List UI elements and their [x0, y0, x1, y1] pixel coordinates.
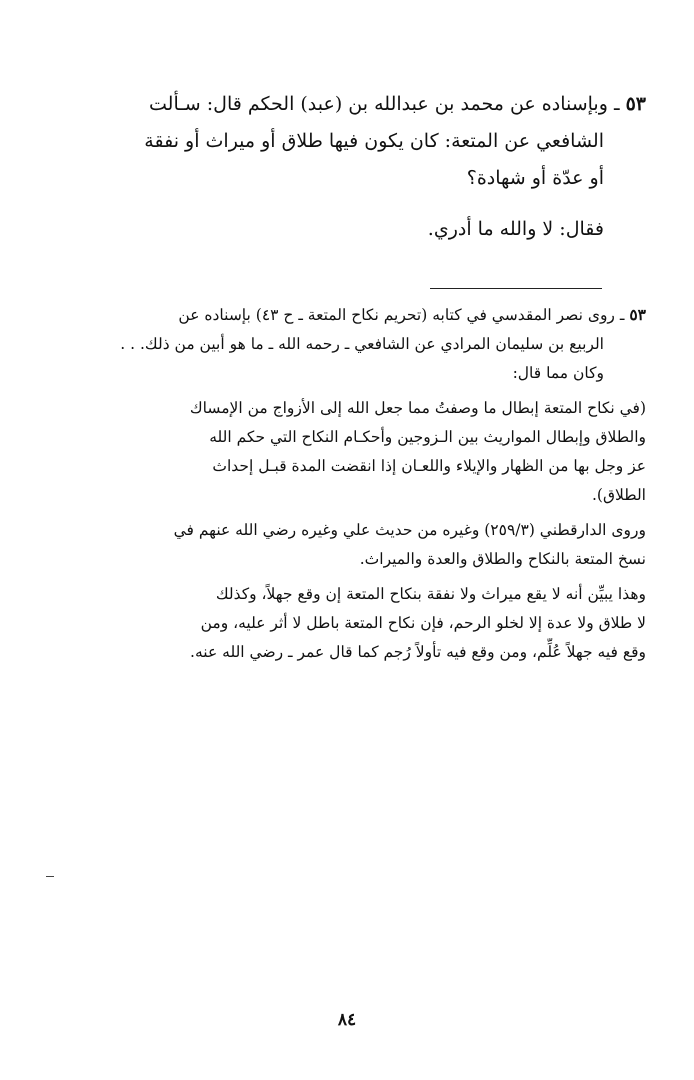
footnote-1-line-3: وكان مما قال: — [512, 364, 604, 382]
shafii-quote — [40, 394, 646, 510]
daraqutni-line-2: نسخ المتعة بالنكاح والطلاق والعدة والميراث. — [359, 550, 646, 568]
conclusion-line-2: لا طلاق ولا عدة إلا لخلو الرحم، فإن نكاح المتعة باطل لا أثر عليه، ومن — [200, 614, 646, 632]
footnote-dash: ـ — [619, 306, 625, 324]
footnote-1-line-1-text: روى نصر المقدسي في كتابه (تحريم نكاح المتعة ـ ح ٤٣) بإسناده عن — [178, 306, 615, 324]
stray-mark — [46, 876, 54, 877]
daraqutni-line-1: وروى الدارقطني (٢٥٩/٣) وغيره من حديث علي وغيره رضي الله عنهم في — [173, 521, 646, 539]
narration-dash: ـ — [613, 93, 620, 115]
footnote-1-line-2: الربيع بن سليمان المرادي عن الشافعي ـ رحمه الله ـ ما هو أبين من ذلك. . . — [120, 335, 604, 353]
footnote-separator — [430, 288, 602, 289]
main-line-1-text: وبإسناده عن محمد بن عبدالله بن (عبد) الحكم قال: سـألت — [149, 93, 608, 115]
footnote-number: ٥٣ — [629, 305, 646, 324]
main-paragraph-line-3: أو عدّة أو شهادة؟ — [466, 167, 604, 189]
footnotes-block — [40, 300, 646, 673]
quote-line-4: الطلاق). — [592, 486, 646, 504]
page-number: ٨٤ — [337, 1010, 357, 1030]
main-text-block — [40, 86, 646, 248]
footnote-1 — [40, 300, 646, 388]
quote-line-3: عز وجل بها من الظهار والإيلاء واللعـان إذا انقضت المدة قبـل إحداث — [212, 457, 646, 475]
quote-line-2: والطلاق وإبطال المواريث بين الـزوجين وأحكـام النكاح التي حكم الله — [209, 428, 646, 446]
daraqutni-paragraph — [40, 516, 646, 574]
conclusion-line-1: وهذا يبيِّن أنه لا يقع ميراث ولا نفقة بنكاح المتعة إن وقع جهلاً، وكذلك — [215, 585, 646, 603]
conclusion-paragraph — [40, 580, 646, 667]
answer-line: فقال: لا والله ما أدري. — [427, 218, 604, 240]
main-paragraph-line-1 — [40, 86, 646, 123]
quote-line-1: (في نكاح المتعة إبطال ما وصفتُ مما جعل الله إلى الأزواج من الإمساك — [189, 399, 646, 417]
conclusion-line-3: وقع فيه جهلاً عُلِّم، ومن وقع فيه تأولاً رُجم كما قال عمر ـ رضي الله عنه. — [190, 643, 646, 661]
narration-number: ٥٣ — [625, 93, 646, 115]
footnote-1-line-1 — [40, 300, 646, 330]
main-paragraph-line-2: الشافعي عن المتعة: كان يكون فيها طلاق أو ميراث أو نفقة — [144, 130, 604, 152]
